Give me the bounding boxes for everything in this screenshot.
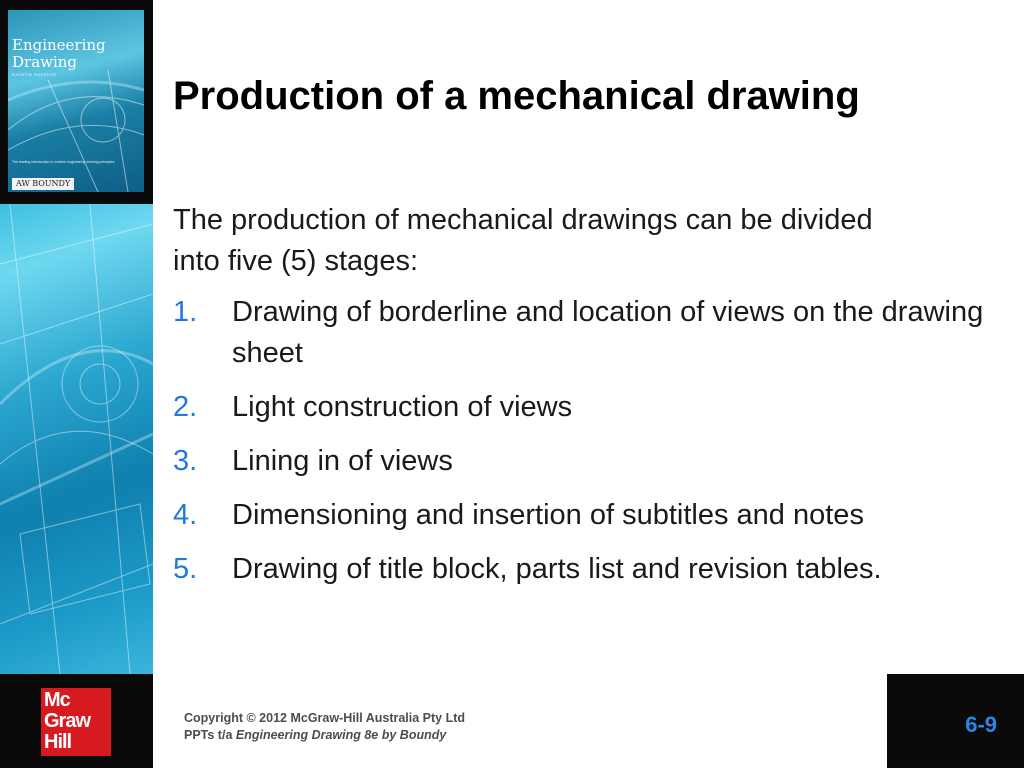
list-item-text: Lining in of views [232,445,453,477]
book-edition: EIGHTH EDITION [12,72,57,77]
slide-title: Production of a mechanical drawing [173,74,860,118]
list-item [173,441,1003,482]
list-item [173,387,1003,428]
list-item-number: 2. [173,391,198,423]
list-item-number: 3. [173,445,198,477]
list-item-text: Drawing of borderline and location of views on the drawing sheet [232,296,984,369]
copyright-book-title: Engineering Drawing 8e by Boundy [235,728,447,742]
book-author: AW BOUNDY [12,178,74,190]
list-item [173,549,1003,590]
logo-line2: Graw [44,710,91,732]
logo-line3: Hill [44,731,72,753]
footer-logo-band [0,674,153,768]
stages-list [173,292,1003,590]
copyright-line2-prefix: PPTs t/a [184,728,236,742]
copyright-line2 [184,727,465,744]
mcgraw-hill-logo [41,688,111,756]
list-item-number: 1. [173,296,198,328]
logo-line1: Mc [44,689,70,711]
list-item [173,495,1003,536]
page-number-box [887,674,1024,768]
slide-body [173,200,1003,603]
list-item-text: Light construction of views [232,391,573,423]
copyright-line1: Copyright © 2012 McGraw-Hill Australia Pty Ltd [184,711,466,725]
slide-footer [0,674,1024,768]
list-item-text: Dimensioning and insertion of subtitles and notes [232,499,864,531]
list-item-number: 5. [173,553,198,585]
intro-paragraph: The production of mechanical drawings can be divided into five (5) stages: [173,204,873,277]
book-title [12,37,140,71]
technical-drawing-background [0,204,153,674]
list-item-number: 4. [173,499,198,531]
list-item-text: Drawing of title block, parts list and revision tables. [232,553,882,585]
book-cover-image [8,10,144,192]
page-number: 6-9 [965,712,997,737]
copyright-notice [184,710,465,744]
decorative-sidebar [0,0,153,674]
book-title-line1: Engineering [12,36,106,54]
book-blurb: The leading introduction to modern engineering drawing principles [12,160,115,164]
list-item [173,292,1003,374]
book-title-line2: Drawing [12,53,78,71]
